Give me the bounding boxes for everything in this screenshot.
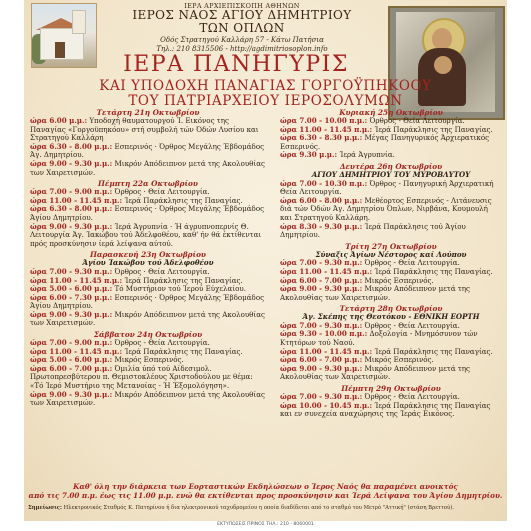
metropolis-label: ΙΕΡΑ ΑΡΧΙΕΠΙΣΚΟΠΗ ΑΘΗΝΩΝ bbox=[184, 2, 300, 10]
day-heading: Τρίτη 27η Οκτωβρίου bbox=[345, 241, 437, 251]
schedule-right-column bbox=[280, 108, 502, 421]
schedule-event bbox=[30, 205, 266, 222]
event-description: Ίερά Παράκλησις της Παναγίας. bbox=[372, 346, 493, 356]
day-heading: Κυριακή 25η Οκτωβρίου bbox=[339, 108, 443, 117]
day-section bbox=[30, 179, 266, 248]
schedule-event bbox=[30, 223, 266, 249]
printer-credit: ΕΚΤΥΠΩΣΕΙΣ ΠΡΙΝΟΣ ΤΗΛ.: 210 - 8060001 bbox=[217, 522, 314, 527]
event-description: Ίερά Παράκλησις της Παναγίας. bbox=[122, 346, 243, 356]
church-name-line1: ΙΕΡΟΣ ΝΑΟΣ ΑΓΙΟΥ ΔΗΜΗΤΡΙΟΥ bbox=[132, 8, 352, 22]
event-time: ώρα 7.00 - 9.30 π.μ.: bbox=[280, 320, 363, 330]
event-description: Ίερά Παράκλησις της Παναγίας και εν συνεχεία αναχώρησις της Ίεράς Εικόνος. bbox=[280, 400, 491, 419]
event-time: ώρα 9.00 - 9.30 μ.μ.: bbox=[280, 363, 363, 373]
day-section bbox=[280, 304, 502, 382]
day-section bbox=[30, 250, 266, 328]
event-time: ώρα 11.00 - 11.45 π.μ.: bbox=[280, 124, 373, 134]
event-time: ώρα 6.30 - 8.00 μ.μ.: bbox=[30, 204, 113, 214]
opening-hours-line1: Καθ' όλη την διάρκεια των Εορταστικών Εκδηλώσεων ο Ίερος Ναός θα παραμένει ανοικτός bbox=[73, 482, 458, 491]
schedule-event bbox=[30, 160, 266, 177]
church-name bbox=[98, 9, 386, 35]
subtitle-line2: ΤΟΥ ΠΑΤΡΙΑΡΧΕΙΟΥ ΙΕΡΟΣΟΛΥΜΩΝ bbox=[128, 92, 403, 109]
event-time: ώρα 9.00 - 9.30 μ.μ.: bbox=[30, 309, 113, 319]
event-description: Ίερά Παράκλησις της Παναγίας. bbox=[122, 275, 243, 285]
poster-subtitle bbox=[24, 79, 507, 108]
event-time: ώρα 9.30 - 10.00 π.μ.: bbox=[280, 329, 368, 339]
event-time: ώρα 7.00 - 9.30 π.μ.: bbox=[280, 258, 363, 268]
event-time: ώρα 7.00 - 9.30 π.μ.: bbox=[30, 266, 113, 276]
event-description: Ίερά Παράκλησις τού Άγίου Δημητρίου. bbox=[280, 221, 466, 240]
footer-credit-text: Ηλεκτρονικός Σταθμός Κ. Πατηρίνου ή δια ηλεκτρονικού ταχυδρομείου η οποία διαδίδεται από το σταθμό του Μετρό "Αττική" (στάση Βρεττού). bbox=[61, 505, 454, 511]
day-heading: Σάββατον 24η Οκτωβρίου bbox=[93, 330, 203, 340]
event-time: ώρα 7.00 - 9.00 π.μ.: bbox=[30, 338, 113, 348]
subtitle-line1: ΚΑΙ ΥΠΟΔΟΧΗ ΠΑΝΑΓΙΑΣ ΓΟΡΓΟΫΠΗΚΟΟΥ bbox=[99, 78, 432, 94]
day-section bbox=[280, 242, 502, 303]
feast-name: Σύναξις Άγίων Νέστορος καί Λούπου bbox=[315, 249, 467, 259]
day-heading: Τετάρτη 21η Οκτωβρίου bbox=[96, 108, 200, 117]
day-heading: Πέμπτη 29η Οκτωβρίου bbox=[341, 384, 441, 394]
event-time: ώρα 10.00 - 10.45 π.μ.: bbox=[280, 400, 373, 410]
feast-name: ΑΓΙΟΥ ΔΗΜΗΤΡΙΟΥ ΤΟΥ ΜΥΡΟΒΛΥΤΟΥ bbox=[311, 169, 471, 179]
event-description: Μικρόν Απόδειπνον μετά της Ακολουθίας των Χαιρετισμών. bbox=[280, 363, 471, 382]
schedule-event bbox=[280, 365, 502, 382]
event-time: ώρα 7.00 - 10.30 π.μ.: bbox=[280, 178, 368, 188]
event-time: ώρα 5.00 - 6.00 μ.μ.: bbox=[30, 355, 113, 365]
day-heading: Δευτέρα 26η Οκτωβρίου bbox=[339, 161, 443, 171]
event-time: ώρα 5.00 - 6.00 μ.μ.: bbox=[30, 284, 113, 294]
day-section bbox=[280, 162, 502, 240]
event-time: ώρα 11.00 - 11.45 π.μ.: bbox=[30, 346, 123, 356]
event-description: Όρθρος - Θεία Λειτουργία. bbox=[112, 338, 210, 348]
schedule-event bbox=[280, 330, 502, 347]
event-description: Όμιλία ύπό τού Αίδεσιμολ. Πρωτοπρεσβύτερου π. Θεμιστοκλέους Χριστοδούλου με θέμα: «Τό Ίερό Μυστήριο της Μετανοίας - Ή Έξομολόγηση». bbox=[30, 363, 253, 391]
event-time: ώρα 6.00 - 7.00 μ.μ.: bbox=[280, 275, 363, 285]
event-description: Μικρός Εσπερινός. bbox=[112, 355, 184, 365]
event-time: ώρα 11.00 - 11.45 π.μ.: bbox=[280, 266, 373, 276]
day-section bbox=[280, 108, 502, 160]
event-description: Ίερά Άγρυπνία. bbox=[337, 150, 395, 160]
event-description: Ίερά Παράκλησις της Παναγίας. bbox=[372, 266, 493, 276]
event-time: ώρα 6.30 - 8.00 μ.μ.: bbox=[30, 141, 113, 151]
event-time: ώρα 8.30 - 9.30 μ.μ.: bbox=[280, 221, 363, 231]
event-time: ώρα 9.00 - 9.30 μ.μ.: bbox=[30, 221, 113, 231]
event-time: ώρα 6.00 - 7.30 μ.μ.: bbox=[30, 292, 113, 302]
schedule-event bbox=[30, 365, 266, 391]
schedule-event bbox=[280, 134, 502, 151]
schedule-event bbox=[30, 117, 266, 143]
day-section bbox=[280, 384, 502, 419]
feast-name: Άγίου Ίακώβου τού Άδελφοθέου bbox=[82, 258, 214, 268]
event-description: Δοξολογία - Μνημόσυνον τών Κτητόρων τού Ναού. bbox=[280, 329, 478, 348]
event-description: Όρθρος - Θεία Λειτουργία. bbox=[367, 116, 465, 125]
day-heading: Πέμπτη 22α Οκτωβρίου bbox=[98, 179, 198, 189]
church-address: Οδός Στρατηγού Καλλάρη 57 - Κάτω Πατήσια bbox=[160, 36, 324, 44]
event-description: Τό Μυστήριον τού Ίερού Εύχελαίου. bbox=[112, 284, 246, 294]
schedule-left-column bbox=[30, 108, 266, 410]
schedule-event bbox=[30, 143, 266, 160]
event-time: ώρα 6.00 μ.μ.: bbox=[30, 116, 88, 125]
event-time: ώρα 11.00 - 11.45 π.μ.: bbox=[280, 346, 373, 356]
event-time: ώρα 9.00 - 9.30 μ.μ.: bbox=[30, 389, 113, 399]
event-time: ώρα 7.00 - 10.00 π.μ.: bbox=[280, 116, 368, 125]
event-time: ώρα 6.00 - 7.00 μ.μ.: bbox=[280, 355, 363, 365]
schedule-event bbox=[280, 285, 502, 302]
schedule-event bbox=[280, 197, 502, 223]
opening-hours-note bbox=[24, 482, 507, 500]
event-description: Εσπερινός · Όρθρος Μεγάλης Έβδομάδος Άγίου Δημητρίου. bbox=[30, 204, 265, 222]
schedule-event bbox=[30, 311, 266, 328]
event-description: Όρθρος - Πανηγυρική Άρχιερατική Θεία Λειτουργία. bbox=[280, 178, 494, 197]
event-description: Όρθρος - Θεία Λειτουργία. bbox=[362, 258, 460, 268]
footer-credit-label: Σημείωσις: bbox=[28, 505, 62, 511]
event-description: Όρθρος · Θεία Λειτουργία. bbox=[112, 187, 210, 197]
day-heading: Παρασκευή 23η Οκτωβρίου bbox=[89, 250, 206, 260]
poster-title: ΙΕΡΑ ΠΑΝΗΓΥΡΙΣ bbox=[123, 52, 349, 77]
day-section bbox=[30, 330, 266, 408]
event-time: ώρα 6.00 - 7.00 μ.μ.: bbox=[30, 363, 113, 373]
event-description: Ίερά Παράκλησις της Παναγίας. bbox=[122, 195, 243, 205]
event-description: Μέγας Πανηγυρικός Άρχιερατικός Εσπερινός. bbox=[280, 133, 490, 151]
event-time: ώρα 6.30 - 8.30 μ.μ.: bbox=[280, 133, 363, 143]
event-description: Όρθρος - Θεία Λειτουργία. bbox=[362, 392, 460, 402]
poster bbox=[24, 0, 507, 521]
event-time: ώρα 11.00 - 11.45 π.μ.: bbox=[30, 275, 123, 285]
event-time: ώρα 11.00 - 11.45 π.μ.: bbox=[30, 195, 123, 205]
event-time: ώρα 9.00 - 9.30 μ.μ.: bbox=[30, 158, 113, 168]
schedule-event bbox=[280, 180, 502, 197]
event-description: Υποδοχή θαυματουργού Ί. Εικόνος της Παναγίας «Γοργοϋπηκόου» στή συμβολή τών Όδών Λυσίου και Στρατηγού Καλλάρη bbox=[30, 116, 259, 143]
schedule-event bbox=[30, 294, 266, 311]
event-description: Μικρόν Απόδειπνον μετά της Ακολουθίας των Χαιρετισμών. bbox=[30, 309, 265, 328]
event-description: Όρθρος · Θεία Λειτουργία. bbox=[112, 266, 210, 276]
schedule-event bbox=[280, 402, 502, 419]
event-time: ώρα 9.30 μ.μ.: bbox=[280, 150, 338, 160]
feast-name: Άγ. Σκέπης της Θεοτόκου - ΕΘΝΙΚΗ ΕΟΡΤΗ bbox=[302, 312, 480, 322]
schedule-event bbox=[30, 391, 266, 408]
event-description: Μικρόν Απόδειπνον μετά της Ακολουθίας των Χαιρετισμών. bbox=[30, 389, 265, 408]
event-time: ώρα 7.00 - 9.30 π.μ.: bbox=[280, 392, 363, 402]
event-description: Εσπερινός · Όρθρος Μεγάλης Έβδομάδος Άγ. Δημητρίου. bbox=[30, 141, 265, 160]
opening-hours-line2: από τις 7.00 π.μ. έως τις 11.00 μ.μ. ενώ θα εκτίθενται προς προσκύνησιν και Ίερά Λείψανα του Άγίου Δημητρίου. bbox=[28, 491, 503, 500]
event-description: Ίερά Άγρυπνία · Ή άγρυπνοπερνίς Θ. Λειτουργία Άγ. Ίακώβου τού Άδελφοθέου, καθ' ήν θά έκτίθενται πρός προσκύνησιν ίερά λείψανα αύτού. bbox=[30, 221, 262, 248]
event-time: ώρα 6.00 - 8.00 μ.μ.: bbox=[280, 195, 363, 205]
day-heading: Τετάρτη 28η Οκτωβρίου bbox=[339, 304, 443, 314]
event-description: Μικρόν Απόδειπνον μετά της Ακολουθίας των Χαιρετισμών. bbox=[280, 284, 471, 302]
schedule-event bbox=[280, 151, 502, 160]
footer-credit bbox=[28, 505, 504, 512]
event-time: ώρα 9.00 - 9.30 μ.μ.: bbox=[280, 284, 363, 294]
event-description: Μικρός Εσπερινός. bbox=[362, 275, 434, 285]
event-description: Όρθρος - Θεία Λειτουργία. bbox=[362, 320, 460, 330]
event-description: Μικρός Εσπερινός. bbox=[362, 355, 434, 365]
event-description: Μεθέορτος Εσπερινός - Λιτάνευσις διά τών Όδών Άγ. Δημητρίου Όπλων, Νιρβάνα, Κουμουλή και Στρατηγού Καλλάρη. bbox=[280, 195, 492, 222]
event-description: Μικρόν Απόδειπνον μετά της Ακολουθίας των Χαιρετισμών. bbox=[30, 158, 265, 177]
event-description: Ίερά Παράκλησις της Παναγίας. bbox=[372, 124, 493, 134]
event-time: ώρα 7.00 - 9.00 π.μ.: bbox=[30, 187, 113, 197]
church-contact: Τηλ.: 210 8315506 - http://agdimitriosoplon.info bbox=[156, 45, 328, 53]
day-section bbox=[30, 108, 266, 177]
church-name-line2: ΤΩΝ ΟΠΛΩΝ bbox=[199, 21, 285, 35]
event-description: Εσπερινός · Όρθρος Μεγάλης Έβδομάδος Άγίου Δημητρίου. bbox=[30, 292, 265, 311]
schedule-event bbox=[280, 223, 502, 240]
